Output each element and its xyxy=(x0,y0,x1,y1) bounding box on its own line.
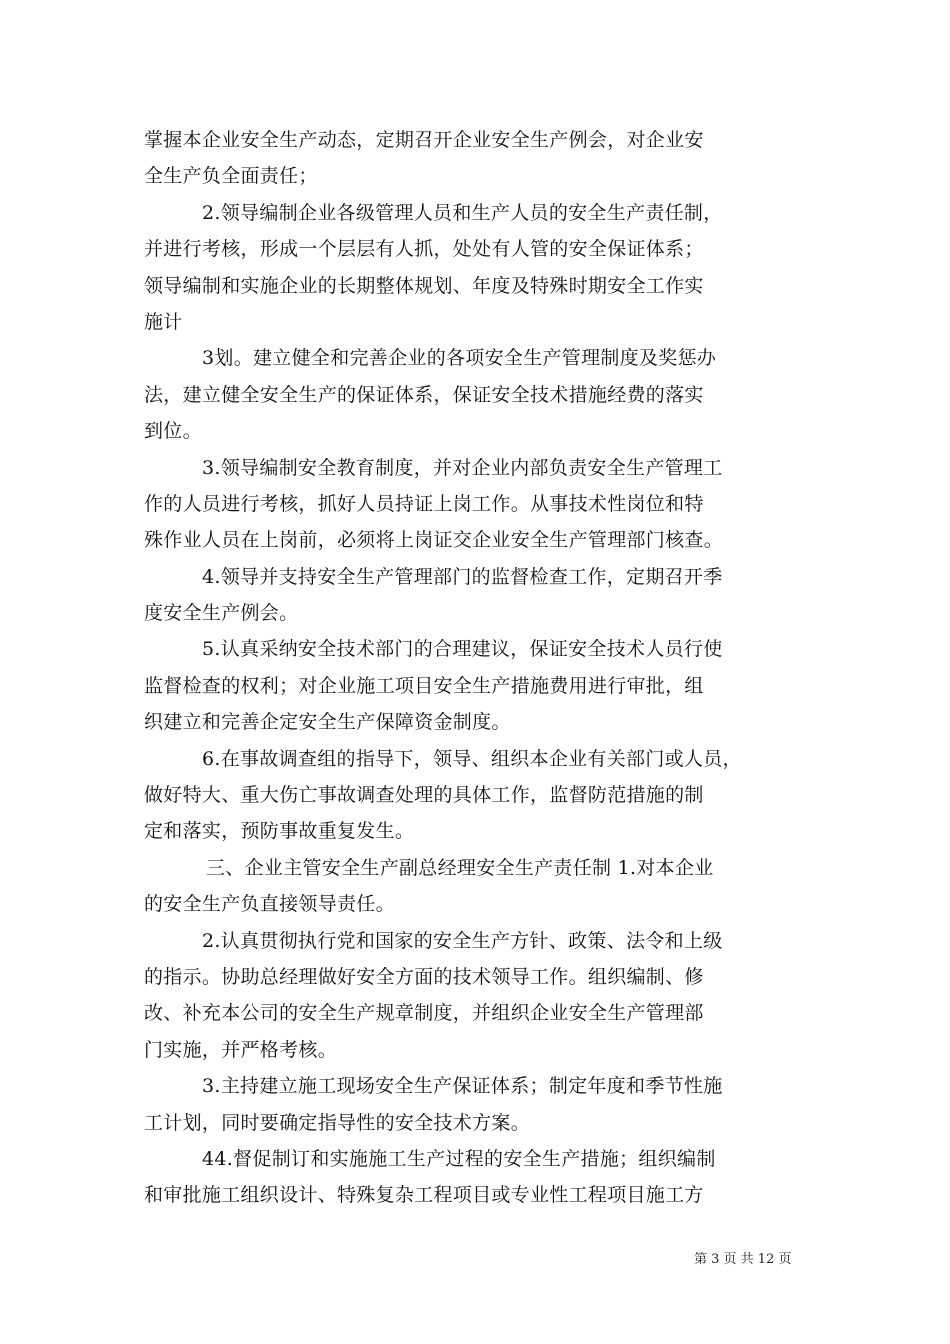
text-line: 门实施，并严格考核。 xyxy=(144,1038,338,1061)
text-line: 的指示。协助总经理做好安全方面的技术领导工作。组织编制、修 xyxy=(144,965,704,988)
paragraph-start: 3.领导编制安全教育制度，并对企业内部负责安全生产管理工 xyxy=(202,456,723,479)
text-line: 工计划，同时要确定指导性的安全技术方案。 xyxy=(144,1111,531,1134)
text-line: 监督检查的权利；对企业施工项目安全生产措施费用进行审批，组 xyxy=(144,674,704,697)
text-line: 定和落实，预防事故重复发生。 xyxy=(144,820,415,843)
page-number: 第 3 页 共 12 页 xyxy=(694,1252,792,1267)
paragraph-start: 6.在事故调查组的指导下，领导、组织本企业有关部门或人员， xyxy=(202,747,742,770)
text-line: 的安全生产负直接领导责任。 xyxy=(144,893,395,916)
text-line: 到位。 xyxy=(144,420,202,443)
paragraph-start: 44.督促制订和实施施工生产过程的安全生产措施；组织编制 xyxy=(202,1147,716,1170)
paragraph-start: 5.认真采纳安全技术部门的合理建议，保证安全技术人员行使 xyxy=(202,638,723,661)
text-line: 和审批施工组织设计、特殊复杂工程项目或专业性工程项目施工方 xyxy=(144,1184,704,1207)
text-line: 并进行考核，形成一个层层有人抓，处处有人管的安全保证体系； xyxy=(144,238,704,261)
text-line: 掌握本企业安全生产动态，定期召开企业安全生产例会，对企业安 xyxy=(144,129,704,151)
paragraph-start: 4.领导并支持安全生产管理部门的监督检查工作，定期召开季 xyxy=(202,565,723,588)
text-line: 改、补充本公司的安全生产规章制度，并组织企业安全生产管理部 xyxy=(144,1002,704,1025)
text-line: 法，建立健全安全生产的保证体系，保证安全技术措施经费的落实 xyxy=(144,383,704,406)
text-line: 全生产负全面责任； xyxy=(144,165,318,188)
text-line: 施计 xyxy=(144,310,183,333)
paragraph-start: 3划。建立健全和完善企业的各项安全生产管理制度及奖惩办 xyxy=(202,347,717,370)
section-heading: 三、企业主管安全生产副总经理安全生产责任制 1.对本企业 xyxy=(206,856,714,879)
text-line: 做好特大、重大伤亡事故调查处理的具体工作，监督防范措施的制 xyxy=(144,784,704,807)
text-line: 作的人员进行考核，抓好人员持证上岗工作。从事技术性岗位和特 xyxy=(144,492,704,515)
text-line: 度安全生产例会。 xyxy=(144,602,299,625)
paragraph-start: 2.领导编制企业各级管理人员和生产人员的安全生产责任制， xyxy=(202,201,723,224)
text-line: 殊作业人员在上岗前，必须将上岗证交企业安全生产管理部门核查。 xyxy=(144,529,724,552)
text-line: 领导编制和实施企业的长期整体规划、年度及特殊时期安全工作实 xyxy=(144,274,704,297)
text-line: 织建立和完善企定安全生产保障资金制度。 xyxy=(144,711,511,734)
paragraph-start: 3.主持建立施工现场安全生产保证体系；制定年度和季节性施 xyxy=(202,1075,723,1098)
document-body xyxy=(144,122,810,1214)
paragraph-start: 2.认真贯彻执行党和国家的安全生产方针、政策、法令和上级 xyxy=(202,929,723,952)
